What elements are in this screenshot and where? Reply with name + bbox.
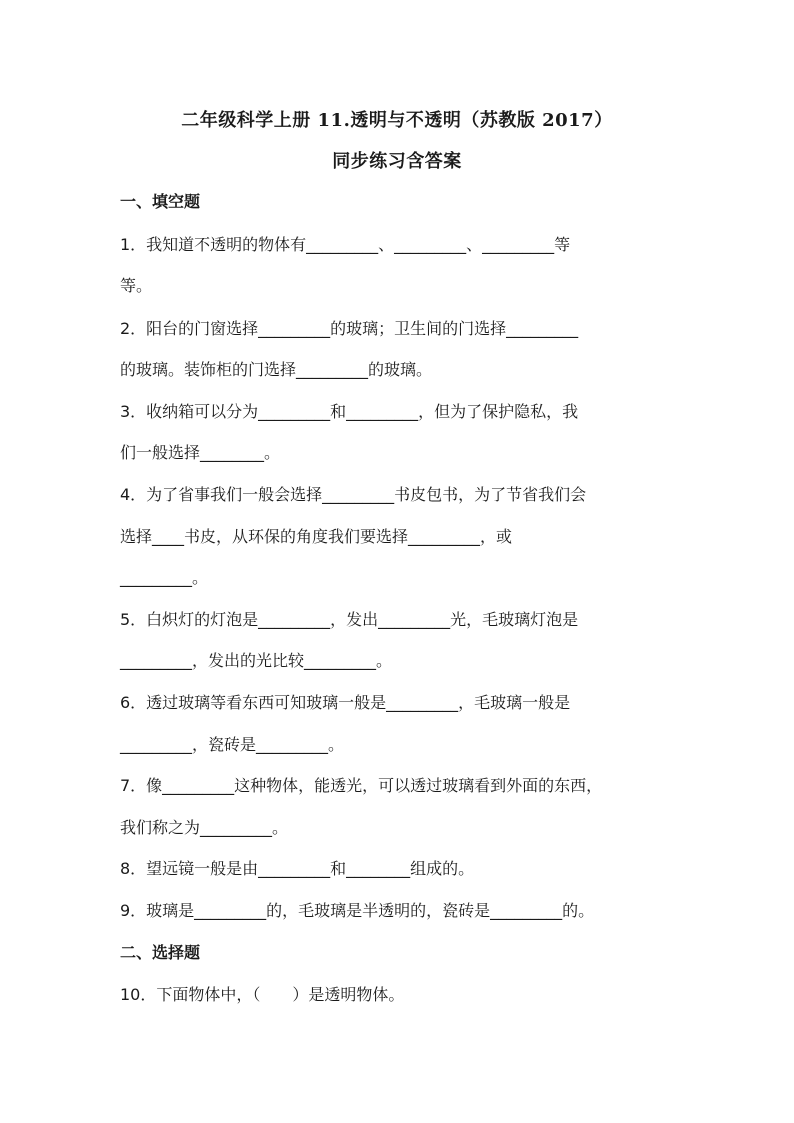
section-heading-fill-blank: 一、填空题 (120, 192, 201, 211)
question-10-line: 10．下面物体中，（ ）是透明物体。 (120, 985, 405, 1004)
question-7-line-1: 7．像_________这种物体，能透光，可以透过玻璃看到外面的东西， (120, 776, 603, 795)
question-3-line-1: 3．收纳箱可以分为_________和_________，但为了保护隐私，我 (120, 402, 579, 421)
question-4-line-2: 选择____书皮，从环保的角度我们要选择_________，或 (120, 527, 513, 546)
section-heading-multiple-choice: 二、选择题 (120, 943, 201, 962)
question-1-line-2: 等。 (120, 276, 153, 295)
question-5-line-1: 5．白炽灯的灯泡是_________，发出_________光，毛玻璃灯泡是 (120, 610, 579, 629)
question-6-line-1: 6．透过玻璃等看东西可知玻璃一般是_________，毛玻璃一般是 (120, 693, 571, 712)
question-4-line-1: 4．为了省事我们一般会选择_________书皮包书，为了节省我们会 (120, 485, 587, 504)
document-title: 二年级科学上册 11.透明与不透明（苏教版 2017） (181, 110, 613, 131)
question-5-line-2: _________，发出的光比较_________。 (120, 651, 393, 670)
question-2-line-1: 2．阳台的门窗选择_________的玻璃；卫生间的门选择_________ (120, 319, 579, 338)
question-2-line-2: 的玻璃。装饰柜的门选择_________的玻璃。 (120, 360, 433, 379)
document-subtitle: 同步练习含答案 (332, 151, 462, 172)
question-9-line: 9．玻璃是_________的，毛玻璃是半透明的，瓷砖是_________的。 (120, 901, 595, 920)
question-3-line-2: 们一般选择________。 (120, 443, 281, 462)
question-1-line-1: 1．我知道不透明的物体有_________、_________、_________等 (120, 235, 571, 254)
question-4-line-3: _________。 (120, 568, 209, 587)
question-8-line: 8．望远镜一般是由_________和________组成的。 (120, 859, 475, 878)
question-7-line-2: 我们称之为_________。 (120, 818, 289, 837)
question-6-line-2: _________，瓷砖是_________。 (120, 735, 345, 754)
